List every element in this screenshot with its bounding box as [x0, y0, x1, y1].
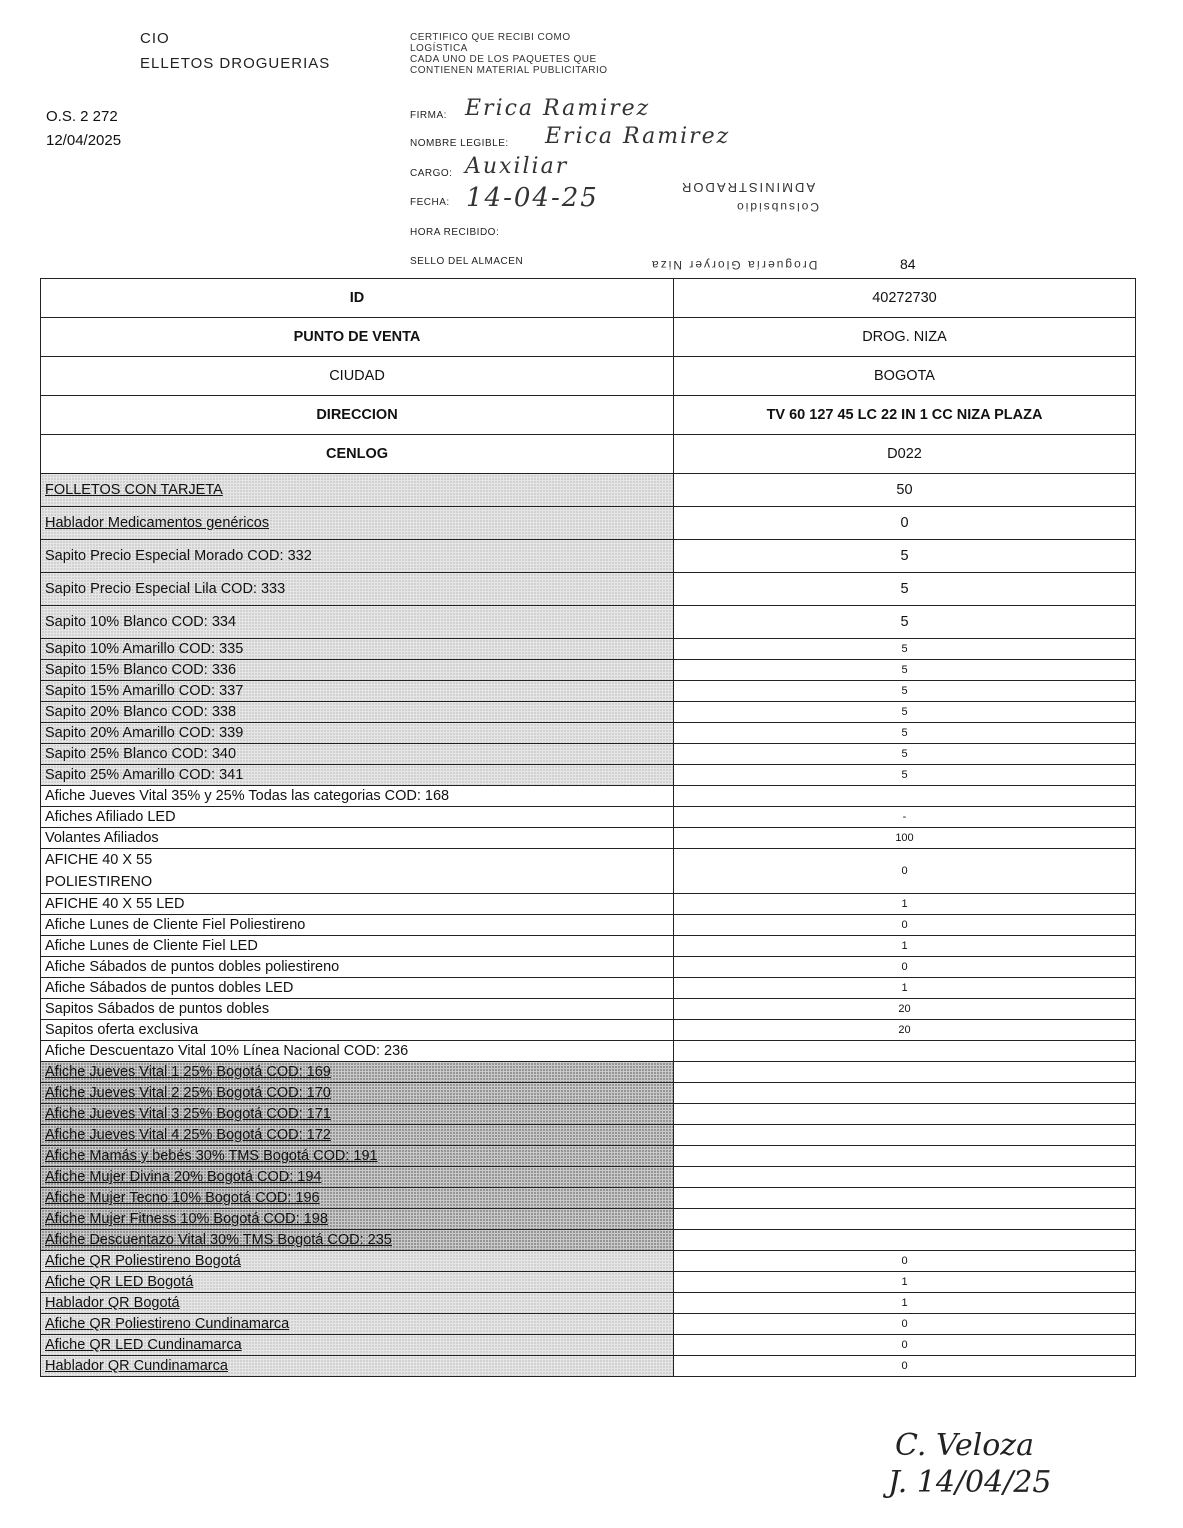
table-row: [41, 1272, 1136, 1293]
item-label: Hablador Medicamentos genéricos: [41, 507, 674, 540]
item-label: [41, 849, 674, 894]
table-row: [41, 894, 1136, 915]
fecha-label: FECHA:: [410, 197, 450, 208]
label-cell: ID: [41, 279, 674, 318]
item-label: Afiche Mujer Divina 20% Bogotá COD: 194: [41, 1167, 674, 1188]
signature-date: J. 14/04/25: [888, 1465, 1052, 1500]
table-row: [41, 606, 1136, 639]
table-row: [41, 1251, 1136, 1272]
table-row: [41, 1356, 1136, 1377]
label-cell: PUNTO DE VENTA: [41, 318, 674, 357]
item-value: 5: [674, 681, 1136, 702]
item-label: Afiche QR Poliestireno Cundinamarca: [41, 1314, 674, 1335]
certification-text: [410, 32, 608, 76]
value-cell: 40272730: [674, 279, 1136, 318]
table-row: [41, 681, 1136, 702]
item-label: Sapito 25% Amarillo COD: 341: [41, 765, 674, 786]
stamp-line: ADMINISTRADOR: [680, 180, 816, 195]
table-row: [41, 435, 1136, 474]
item-value: 5: [674, 744, 1136, 765]
item-value: 5: [674, 639, 1136, 660]
item-value: [674, 1083, 1136, 1104]
item-label: Afiche Jueves Vital 1 25% Bogotá COD: 169: [41, 1062, 674, 1083]
header-code: CIO: [140, 30, 170, 47]
order-date: 12/04/2025: [46, 132, 122, 149]
item-label: FOLLETOS CON TARJETA: [41, 474, 674, 507]
table-row: [41, 279, 1136, 318]
label-cell: CENLOG: [41, 435, 674, 474]
item-label: Afiche Descuentazo Vital 10% Línea Nacional COD: 236: [41, 1041, 674, 1062]
table-row: [41, 507, 1136, 540]
table-row: [41, 999, 1136, 1020]
item-value: 1: [674, 936, 1136, 957]
item-label: AFICHE 40 X 55 LED: [41, 894, 674, 915]
item-label: Sapito 25% Blanco COD: 340: [41, 744, 674, 765]
fecha-value: 14-04-25: [466, 183, 599, 213]
item-label: Sapitos Sábados de puntos dobles: [41, 999, 674, 1020]
item-value: 1: [674, 894, 1136, 915]
item-value: -: [674, 807, 1136, 828]
cargo-value: Auxiliar: [465, 154, 569, 179]
table-row: [41, 1209, 1136, 1230]
table-row: [41, 1083, 1136, 1104]
item-label: Afiche Mujer Fitness 10% Bogotá COD: 198: [41, 1209, 674, 1230]
item-value: 5: [674, 573, 1136, 606]
table-row: [41, 702, 1136, 723]
table-row: [41, 1125, 1136, 1146]
item-value: 5: [674, 765, 1136, 786]
item-label: Hablador QR Bogotá: [41, 1293, 674, 1314]
table-row: [41, 1335, 1136, 1356]
item-value: 0: [674, 1335, 1136, 1356]
item-label: Sapitos oferta exclusiva: [41, 1020, 674, 1041]
table-row: [41, 1230, 1136, 1251]
item-label: Afiche Sábados de puntos dobles poliestireno: [41, 957, 674, 978]
page-number: 84: [900, 256, 916, 272]
table-row: [41, 807, 1136, 828]
item-label: Afiche Jueves Vital 3 25% Bogotá COD: 171: [41, 1104, 674, 1125]
nombre-label: NOMBRE LEGIBLE:: [410, 138, 509, 149]
header-company: ELLETOS DROGUERIAS: [140, 55, 331, 72]
item-label: Afiche Lunes de Cliente Fiel Poliestireno: [41, 915, 674, 936]
item-label: Afiche QR Poliestireno Bogotá: [41, 1251, 674, 1272]
stamp-line: Colsubsidio: [735, 200, 820, 214]
item-value: [674, 786, 1136, 807]
item-value: 5: [674, 606, 1136, 639]
item-label: Volantes Afiliados: [41, 828, 674, 849]
table-row: [41, 1020, 1136, 1041]
item-label: Afiche QR LED Cundinamarca: [41, 1335, 674, 1356]
item-value: 20: [674, 999, 1136, 1020]
table-row: [41, 915, 1136, 936]
item-label: Sapito 10% Blanco COD: 334: [41, 606, 674, 639]
item-label: Sapito 15% Blanco COD: 336: [41, 660, 674, 681]
item-value: [674, 1041, 1136, 1062]
table-row: [41, 936, 1136, 957]
table-row: [41, 639, 1136, 660]
item-value: [674, 1125, 1136, 1146]
item-label: Afiche Descuentazo Vital 30% TMS Bogotá COD: 235: [41, 1230, 674, 1251]
item-label: Hablador QR Cundinamarca: [41, 1356, 674, 1377]
table-row: [41, 723, 1136, 744]
item-value: [674, 1062, 1136, 1083]
item-value: 5: [674, 540, 1136, 573]
cert-line: CERTIFICO QUE RECIBI COMO: [410, 32, 571, 43]
table-row: [41, 978, 1136, 999]
item-value: 0: [674, 915, 1136, 936]
item-label: Sapito 20% Blanco COD: 338: [41, 702, 674, 723]
item-label-line: POLIESTIRENO: [45, 874, 153, 890]
item-value: [674, 1167, 1136, 1188]
stamp-line: Droguería Gloryer Niza: [650, 258, 818, 272]
item-value: 100: [674, 828, 1136, 849]
firma-label: FIRMA:: [410, 110, 447, 121]
table-row: [41, 540, 1136, 573]
item-value: 0: [674, 1251, 1136, 1272]
label-cell: DIRECCION: [41, 396, 674, 435]
firma-signature: Erica Ramirez: [465, 96, 651, 121]
item-value: [674, 1188, 1136, 1209]
item-label: Sapito Precio Especial Lila COD: 333: [41, 573, 674, 606]
table-row: [41, 765, 1136, 786]
item-value: 20: [674, 1020, 1136, 1041]
item-value: [674, 1104, 1136, 1125]
item-value: 5: [674, 702, 1136, 723]
item-label: Afiche Jueves Vital 2 25% Bogotá COD: 170: [41, 1083, 674, 1104]
table-row: [41, 396, 1136, 435]
nombre-value: Erica Ramirez: [545, 124, 731, 149]
cargo-label: CARGO:: [410, 168, 453, 179]
item-value: 0: [674, 957, 1136, 978]
item-label: Sapito 20% Amarillo COD: 339: [41, 723, 674, 744]
item-label: Afiche Lunes de Cliente Fiel LED: [41, 936, 674, 957]
cert-line: CONTIENEN MATERIAL PUBLICITARIO: [410, 65, 608, 76]
item-label: Sapito 10% Amarillo COD: 335: [41, 639, 674, 660]
table-row: [41, 849, 1136, 894]
table-row: [41, 318, 1136, 357]
table-row: [41, 786, 1136, 807]
item-label: Afiches Afiliado LED: [41, 807, 674, 828]
label-cell: CIUDAD: [41, 357, 674, 396]
item-label: Afiche Mamás y bebés 30% TMS Bogotá COD: 191: [41, 1146, 674, 1167]
item-value: 0: [674, 849, 1136, 894]
value-cell: TV 60 127 45 LC 22 IN 1 CC NIZA PLAZA: [674, 396, 1136, 435]
item-value: 1: [674, 978, 1136, 999]
table-row: [41, 1167, 1136, 1188]
cert-line: CADA UNO DE LOS PAQUETES QUE: [410, 54, 597, 65]
table-row: [41, 1041, 1136, 1062]
order-number: O.S. 2 272: [46, 108, 118, 125]
table-row: [41, 1188, 1136, 1209]
table-row: [41, 474, 1136, 507]
table-row: [41, 744, 1136, 765]
sello-label: SELLO DEL ALMACEN: [410, 256, 524, 267]
item-label: Afiche Jueves Vital 35% y 25% Todas las categorias COD: 168: [41, 786, 674, 807]
material-table: [40, 278, 1136, 1377]
item-label-line: AFICHE 40 X 55: [45, 852, 153, 868]
item-value: 50: [674, 474, 1136, 507]
item-label: Afiche Jueves Vital 4 25% Bogotá COD: 172: [41, 1125, 674, 1146]
table-row: [41, 573, 1136, 606]
item-label: Afiche Mujer Tecno 10% Bogotá COD: 196: [41, 1188, 674, 1209]
table-row: [41, 1062, 1136, 1083]
table-row: [41, 1104, 1136, 1125]
hora-label: HORA RECIBIDO:: [410, 227, 500, 238]
item-value: 5: [674, 723, 1136, 744]
item-value: 5: [674, 660, 1136, 681]
table-row: [41, 660, 1136, 681]
item-value: [674, 1209, 1136, 1230]
table-row: [41, 957, 1136, 978]
item-value: 0: [674, 507, 1136, 540]
value-cell: D022: [674, 435, 1136, 474]
table-row: [41, 1314, 1136, 1335]
value-cell: BOGOTA: [674, 357, 1136, 396]
item-value: 0: [674, 1356, 1136, 1377]
table-row: [41, 357, 1136, 396]
item-label: Sapito 15% Amarillo COD: 337: [41, 681, 674, 702]
item-value: 1: [674, 1293, 1136, 1314]
item-value: [674, 1230, 1136, 1251]
item-value: 1: [674, 1272, 1136, 1293]
table-row: [41, 1293, 1136, 1314]
table-row: [41, 828, 1136, 849]
value-cell: DROG. NIZA: [674, 318, 1136, 357]
table-row: [41, 1146, 1136, 1167]
cert-line: LOGÍSTICA: [410, 43, 468, 54]
item-label: Sapito Precio Especial Morado COD: 332: [41, 540, 674, 573]
item-label: Afiche QR LED Bogotá: [41, 1272, 674, 1293]
item-value: [674, 1146, 1136, 1167]
signature-name: C. Veloza: [895, 1428, 1034, 1463]
item-value: 0: [674, 1314, 1136, 1335]
item-label: Afiche Sábados de puntos dobles LED: [41, 978, 674, 999]
